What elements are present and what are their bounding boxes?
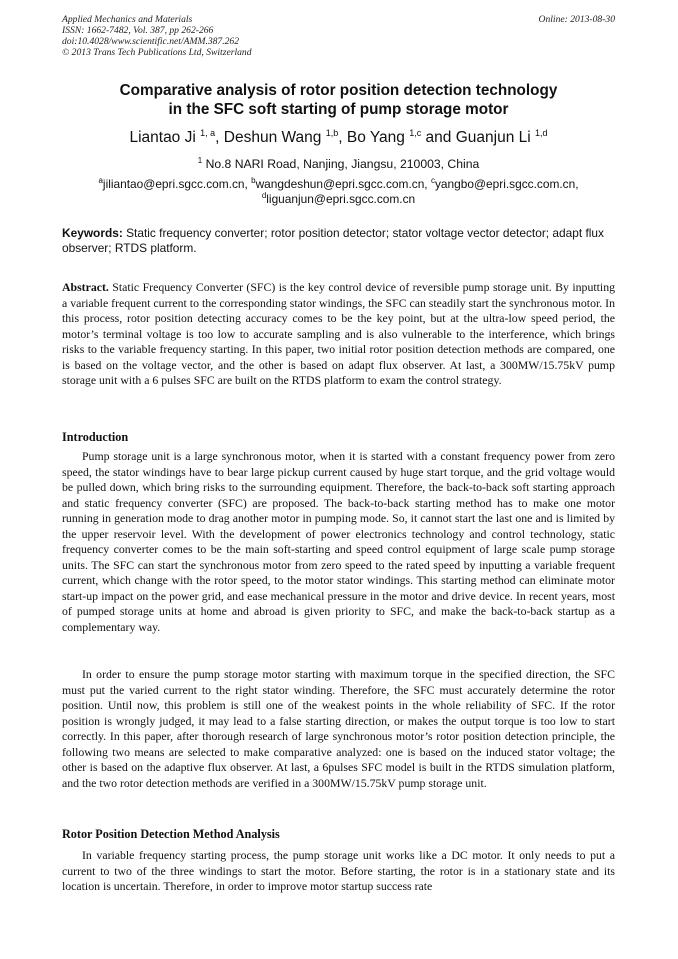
title-line-1: Comparative analysis of rotor position detection technology xyxy=(119,82,558,99)
author-list xyxy=(62,128,615,148)
keywords-text: Static frequency converter; rotor position detector; stator voltage vector detector; adapt flux observer; RTDS platform. xyxy=(62,226,604,255)
email-address[interactable]: wangdeshun@epri.sgcc.com.cn, xyxy=(255,177,428,191)
journal-header xyxy=(62,14,615,58)
email-mark: c xyxy=(430,176,435,185)
journal-copyright: © 2013 Trans Tech Publications Ltd, Switzerland xyxy=(62,47,252,58)
author-name: Guanjun Li xyxy=(455,129,531,146)
email-address[interactable]: yangbo@epri.sgcc.com.cn, xyxy=(434,177,579,191)
email-mark: d xyxy=(261,191,267,200)
author-separator: and xyxy=(421,129,456,146)
email-address[interactable]: jiliantao@epri.sgcc.com.cn, xyxy=(102,177,248,191)
author-affiliation-mark: 1,d xyxy=(535,128,548,138)
rotor-paragraph-1: In variable frequency starting process, the pump storage unit works like a DC motor. It only needs to put a current to two of the three windings to start the motor. Before starting, the rotor is in a stationary state and its location is uncertain. Therefore, in order to improve motor startup success rate xyxy=(62,848,615,893)
author-affiliation-mark: 1, a xyxy=(200,128,216,138)
affiliation-mark: 1 xyxy=(197,156,203,165)
journal-doi: doi:10.4028/www.scientific.net/AMM.387.262 xyxy=(62,36,240,47)
paper-title xyxy=(62,81,615,119)
author-name: Liantao Ji xyxy=(129,129,196,146)
author-name: Bo Yang xyxy=(346,129,405,146)
abstract-block xyxy=(62,280,615,389)
author-affiliation-mark: 1,b xyxy=(325,128,339,138)
section-heading-rotor-position: Rotor Position Detection Method Analysis xyxy=(62,827,280,841)
affiliation-address: No.8 NARI Road, Nanjing, Jiangsu, 210003, China xyxy=(205,157,480,171)
email-list xyxy=(62,177,615,207)
author-affiliation-mark: 1,c xyxy=(409,128,422,138)
online-date: Online: 2013-08-30 xyxy=(538,14,615,25)
email-mark: b xyxy=(251,176,256,185)
keywords-label: Keywords: xyxy=(62,226,123,240)
journal-issn: ISSN: 1662-7482, Vol. 387, pp 262-266 xyxy=(62,25,214,36)
journal-name: Applied Mechanics and Materials xyxy=(62,14,193,25)
author-separator: , xyxy=(338,129,347,146)
email-line-2 xyxy=(62,192,615,207)
title-line-2: in the SFC soft starting of pump storage motor xyxy=(168,101,509,118)
section-heading-introduction: Introduction xyxy=(62,430,129,444)
email-address[interactable]: liguanjun@epri.sgcc.com.cn xyxy=(266,192,416,206)
email-line-1 xyxy=(62,177,615,192)
email-mark: a xyxy=(98,176,103,185)
affiliation xyxy=(62,157,615,171)
author-separator: , xyxy=(215,129,224,146)
keywords-block xyxy=(62,226,615,256)
intro-paragraph-1: Pump storage unit is a large synchronous motor, when it is started with a constant frequency power from zero speed, the stator windings have to bear large pickup current caused by huge start torque, and the grid voltage would be pulled down, which bring risks to the surrounding equipment. Therefore, the back-to-back soft starting approach and static frequency converter (SFC) are proposed. The back-to-back starting method has to make one motor running in generation mode to drag another motor in pumping mode. So, it cannot start the last one and is limited by the upper reservoir level. With the development of power electronics technology and control technology, static frequency converter comes to be the main soft-starting and speed control equipment of large scale pump storage units. The SFC can start the synchronous motor from zero speed to the rated speed by inputting a variable frequent current, which change with the rotor speed, to the motor stator windings. This starting method can eliminate motor start-up impact on the power grid, and ease mechanical pressure in the motor and drive device. In recent years, most of pumped storage units at home and abroad is given priority to SFC, and make the back-to-back startup as a complementary way. xyxy=(62,449,615,634)
author-name: Deshun Wang xyxy=(223,129,322,146)
intro-paragraph-2: In order to ensure the pump storage motor starting with maximum torque in the specified direction, the SFC must put the varied current to the right stator winding. Therefore, the SFC must accurately determine the rotor position. Until now, this problem is still one of the weakest points in the whole reliability of SFC. If the rotor position is wrongly judged, it may lead to a false starting direction, or makes the output torque is too low to start correctly. In this paper, after thorough research of large synchronous motor’s rotor position detection principle, the following two means are selected to make comparative analyzed: one is based on the induced stator voltage; the other is based on the adaptive flux observer. At last, a 6pulses SFC model is built in the RTDS simulation platform, and the two rotor detection methods are verified in a 300MW/15.75kV pump storage unit. xyxy=(62,667,615,790)
abstract-text: Static Frequency Converter (SFC) is the key control device of reversible pump storage unit. By inputting a variable frequent current to the corresponding stator windings, the SFC can steadily start the synchronous motor. In this process, rotor position detecting accuracy comes to be the key point, but at the ultra-low speed period, the motor’s terminal voltage is too low to accurate sampling and is also vulnerable to the interference, which brings risks to the variable frequency starting. In this paper, two initial rotor position detection methods are compared, one is based on the voltage vector, and the other is based on adapt flux observer. At last, a 300MW/15.75kV pump storage unit with a 6 pulses SFC are built on the RTDS platform to exam the control strategy. xyxy=(62,280,615,387)
abstract-label: Abstract. xyxy=(62,280,109,294)
